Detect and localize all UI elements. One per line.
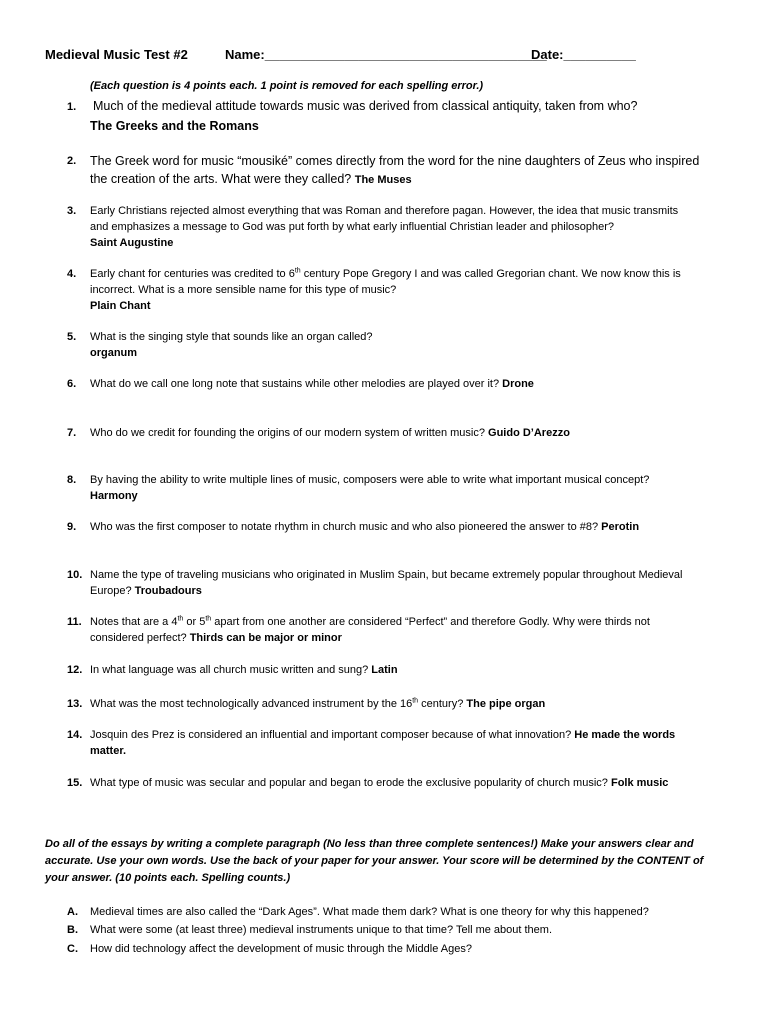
essay-prompt: What were some (at least three) medieval instruments unique to that time? Tell me about them. bbox=[90, 924, 553, 936]
answer-text: organum bbox=[90, 347, 138, 359]
question-text: Who do we credit for founding the origins of our modern system of written music? Guido D’Arezzo bbox=[90, 427, 570, 439]
question-text: What type of music was secular and popular and began to erode the exclusive popularity of church music? Folk music bbox=[90, 777, 669, 789]
question-text: Early chant for centuries was credited to 6th century Pope Gregory I and was called Gregorian chant. We now know this is bbox=[90, 267, 681, 280]
question-text: Notes that are a 4th or 5th apart from one another are considered “Perfect” and therefore Godly. Why were thirds not bbox=[90, 615, 650, 628]
answer-text: Guido D’Arezzo bbox=[488, 427, 570, 439]
question-text: Who was the first composer to notate rhythm in church music and who also pioneered the answer to #8? Perotin bbox=[90, 521, 640, 533]
question-number: 10. bbox=[67, 569, 83, 581]
answer-text: Harmony bbox=[90, 490, 138, 502]
essay-letter: B. bbox=[67, 924, 78, 936]
question-number: 5. bbox=[67, 331, 77, 343]
question-text: The Greek word for music “mousiké” comes directly from the word for the nine daughters of Zeus who inspired bbox=[90, 154, 700, 168]
question-text: Name the type of traveling musicians who originated in Muslim Spain, but became extremely popular throughout Medieval bbox=[90, 569, 683, 581]
date-field-label: Date:__________ bbox=[531, 47, 636, 62]
question-text: What do we call one long note that sustains while other melodies are played over it? Drone bbox=[90, 378, 534, 390]
test-title: Medieval Music Test #2 bbox=[45, 47, 188, 62]
question-text: What is the singing style that sounds like an organ called? bbox=[90, 331, 373, 343]
question-text-line-2: considered perfect? Thirds can be major or minor bbox=[90, 632, 342, 644]
essay-letter: C. bbox=[67, 943, 78, 955]
question-text: By having the ability to write multiple lines of music, composers were able to write what important musical concept? bbox=[90, 474, 650, 486]
question-number: 4. bbox=[67, 268, 77, 280]
name-field-label: Name:_______________________________________ bbox=[225, 47, 547, 62]
question-text-line-2: incorrect. What is a more sensible name for this type of music? bbox=[90, 284, 397, 296]
scoring-instructions: (Each question is 4 points each. 1 point is removed for each spelling error.) bbox=[90, 80, 484, 92]
answer-text: Plain Chant bbox=[90, 300, 151, 312]
question-number: 9. bbox=[67, 521, 77, 533]
essay-prompt: How did technology affect the development of music through the Middle Ages? bbox=[90, 943, 472, 955]
question-number: 2. bbox=[67, 155, 77, 167]
answer-text: The pipe organ bbox=[466, 698, 546, 710]
answer-text: Drone bbox=[502, 378, 534, 390]
question-number: 7. bbox=[67, 427, 77, 439]
answer-text: He made the words bbox=[574, 729, 676, 741]
answer-text: Perotin bbox=[601, 521, 640, 533]
answer-text: Saint Augustine bbox=[90, 237, 174, 249]
essay-prompt: Medieval times are also called the “Dark Ages”. What made them dark? What is one theory for why this happened? bbox=[90, 906, 649, 918]
answer-text: Latin bbox=[371, 664, 398, 676]
question-number: 3. bbox=[67, 205, 77, 217]
question-number: 6. bbox=[67, 378, 77, 390]
question-number: 12. bbox=[67, 664, 83, 676]
question-text: What was the most technologically advanced instrument by the 16th century? The pipe organ bbox=[90, 697, 546, 710]
answer-text: Thirds can be major or minor bbox=[189, 632, 342, 644]
essay-letter: A. bbox=[67, 906, 78, 918]
question-number: 14. bbox=[67, 729, 83, 741]
essay-instructions: Do all of the essays by writing a complete paragraph (No less than three complete sentences!) Make your answers clear and accurate. Use your own words. Use the back of your paper for your answer. Your score will be determined by the CONTENT of your answer. (10 points each. Spelling counts.) bbox=[45, 838, 704, 884]
answer-text: Troubadours bbox=[134, 585, 202, 597]
question-text-line-2: Europe? Troubadours bbox=[90, 585, 202, 597]
question-text: Early Christians rejected almost everything that was Roman and therefore pagan. However, the idea that music transmits bbox=[90, 205, 679, 217]
question-text: Josquin des Prez is considered an influential and important composer because of what innovation? He made the words bbox=[90, 729, 676, 741]
question-text: Much of the medieval attitude towards music was derived from classical antiquity, taken from who? bbox=[93, 99, 638, 113]
answer-text: Folk music bbox=[610, 777, 669, 789]
answer-text: The Muses bbox=[354, 174, 412, 186]
question-number: 1. bbox=[67, 101, 77, 113]
question-text: In what language was all church music written and sung? Latin bbox=[90, 664, 398, 676]
answer-text-line-2: matter. bbox=[90, 745, 127, 757]
question-number: 11. bbox=[67, 616, 82, 628]
question-number: 8. bbox=[67, 474, 77, 486]
question-text-line-2: the creation of the arts. What were they called? The Muses bbox=[90, 172, 412, 186]
question-text-line-2: and emphasizes a message to God was put forth by what early influential Christian leader and philosopher? bbox=[90, 221, 615, 233]
question-number: 13. bbox=[67, 698, 83, 710]
answer-text: The Greeks and the Romans bbox=[90, 119, 259, 133]
question-number: 15. bbox=[67, 777, 83, 789]
